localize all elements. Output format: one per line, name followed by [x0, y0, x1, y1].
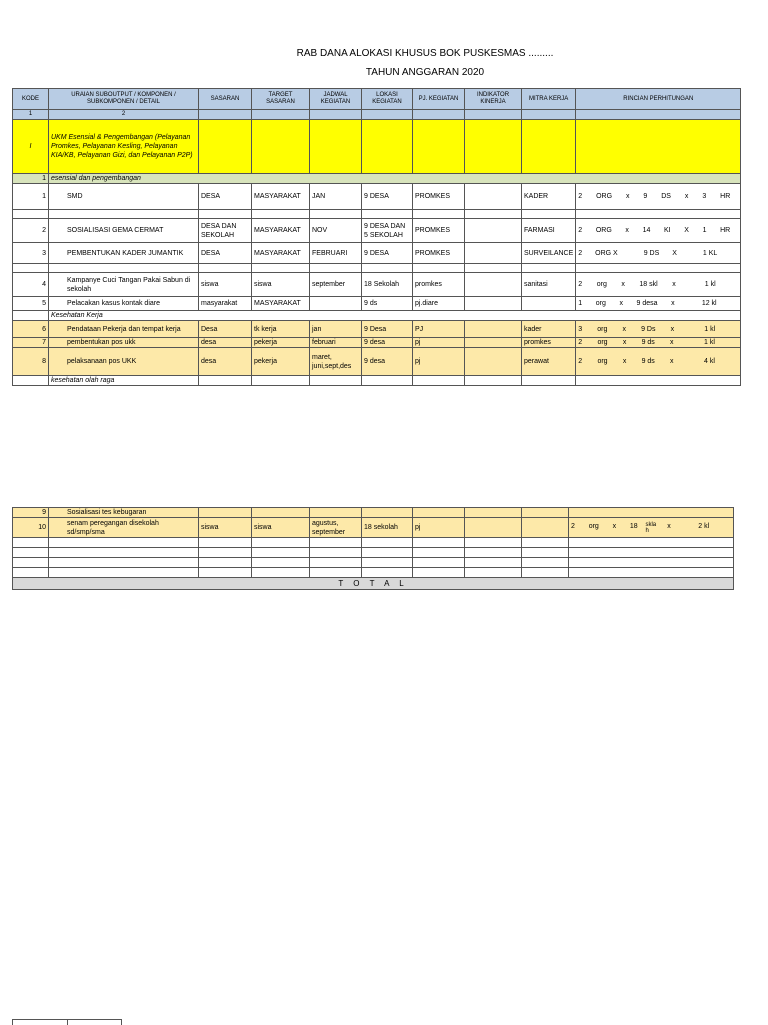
table-row [13, 219, 741, 243]
row-lokasi: 9 Desa [362, 321, 413, 338]
spacer-row [13, 264, 741, 273]
table-row [13, 321, 741, 338]
budget-table-upper [12, 88, 741, 386]
row-lokasi: 9 DESA DAN 5 SEKOLAH [362, 219, 413, 243]
row-target: tk kerja [252, 321, 310, 338]
row-mitra: promkes [522, 338, 576, 348]
rincian-part: skla h [645, 521, 657, 534]
table-row [13, 518, 734, 538]
rincian-part: org [597, 339, 608, 346]
row-jadwal: NOV [310, 219, 362, 243]
row-jadwal [310, 297, 362, 311]
rincian-part: x [622, 358, 627, 365]
rincian-part: x [684, 193, 689, 200]
total-label: T O T A L [13, 578, 734, 590]
rincian-part: 9 Ds [641, 325, 656, 333]
number-cell: 2 [49, 110, 199, 120]
section-row [13, 120, 741, 174]
rincian-part: 9 ds [641, 358, 655, 365]
header-pj: PJ. KEGIATAN [413, 89, 465, 110]
row-lokasi: 18 sekolah [362, 518, 413, 538]
row-uraian: senam peregangan disekolah sd/smp/sma [49, 518, 199, 538]
row-mitra: sanitasi [522, 273, 576, 297]
row-jadwal: agustus, september [310, 518, 362, 538]
row-rincian [576, 243, 741, 264]
rincian-part: 12 kl [701, 300, 717, 307]
rincian-part: x [670, 358, 674, 365]
row-uraian: SMD [49, 184, 199, 210]
row-rincian [569, 508, 734, 518]
rincian-part: 3 [578, 325, 583, 333]
rincian-part: HR [720, 193, 731, 200]
row-uraian: pelaksanaan pos UKK [49, 348, 199, 376]
rincian-part: 2 kl [698, 522, 710, 530]
header-rincian: RINCIAN PERHITUNGAN [576, 89, 741, 110]
row-mitra [522, 518, 569, 538]
rincian-part: 9 DS [643, 249, 660, 257]
row-rincian [576, 219, 741, 243]
rincian-part: DS [661, 193, 671, 200]
row-uraian: pembentukan pos ukk [49, 338, 199, 348]
rincian-part: 1 KL [702, 249, 718, 257]
subsection-text: Kesehatan Kerja [49, 311, 741, 321]
table-row [13, 338, 741, 348]
row-sasaran: desa [199, 348, 252, 376]
rincian-part: 14 [642, 227, 651, 234]
row-mitra: perawat [522, 348, 576, 376]
row-sasaran: DESA DAN SEKOLAH [199, 219, 252, 243]
row-rincian [576, 338, 741, 348]
row-pj: PROMKES [413, 219, 465, 243]
row-number: 3 [13, 243, 49, 264]
row-lokasi: 9 ds [362, 297, 413, 311]
table-row [13, 348, 741, 376]
row-jadwal [310, 508, 362, 518]
next-page-table-edge [12, 1019, 122, 1025]
row-uraian: PEMBENTUKAN KADER JUMANTIK [49, 243, 199, 264]
numbering-row [13, 110, 741, 120]
row-sasaran: DESA [199, 243, 252, 264]
row-mitra: KADER [522, 184, 576, 210]
row-lokasi: 9 DESA [362, 243, 413, 264]
rincian-part: org [595, 300, 606, 307]
row-number: 7 [13, 338, 49, 348]
table-row [13, 508, 734, 518]
header-lokasi: LOKASI KEGIATAN [362, 89, 413, 110]
rincian-part: HR [720, 227, 731, 234]
rincian-part: x [619, 300, 623, 307]
rincian-part: 2 [578, 193, 583, 200]
row-pj: pj [413, 348, 465, 376]
row-sasaran: Desa [199, 321, 252, 338]
number-cell: 1 [13, 110, 49, 120]
row-jadwal: jan [310, 321, 362, 338]
rincian-part: x [672, 281, 676, 288]
rincian-part: x [671, 300, 675, 307]
subsection-row [13, 376, 741, 386]
rincian-part: 2 [578, 339, 583, 346]
rincian-part: x [622, 339, 627, 346]
row-pj: PJ [413, 321, 465, 338]
row-uraian: SOSIALISASI GEMA CERMAT [49, 219, 199, 243]
row-jadwal: JAN [310, 184, 362, 210]
rincian-part: X [672, 249, 677, 257]
row-indikator [465, 348, 522, 376]
row-number: 2 [13, 219, 49, 243]
row-lokasi: 9 DESA [362, 184, 413, 210]
row-rincian [576, 321, 741, 338]
row-rincian [576, 297, 741, 311]
rincian-part: 1 [702, 227, 707, 234]
rincian-part: ORG X [595, 249, 618, 257]
row-sasaran: desa [199, 338, 252, 348]
row-target: MASYARAKAT [252, 243, 310, 264]
row-pj [413, 508, 465, 518]
row-pj: pj [413, 338, 465, 348]
row-pj: pj.diare [413, 297, 465, 311]
row-rincian [576, 273, 741, 297]
rincian-part: 18 skl [639, 281, 658, 288]
empty-row [13, 568, 734, 578]
row-target [252, 508, 310, 518]
rincian-part: 2 [571, 522, 575, 530]
rincian-part: 4 kl [704, 358, 715, 365]
header-sasaran: SASARAN [199, 89, 252, 110]
row-jadwal: FEBRUARI [310, 243, 362, 264]
rincian-part: x [621, 281, 625, 288]
row-sasaran: siswa [199, 273, 252, 297]
row-indikator [465, 338, 522, 348]
row-uraian: Sosialisasi tes kebugaran [49, 508, 199, 518]
subsection-text: kesehatan olah raga [49, 376, 199, 386]
row-number: 10 [13, 518, 49, 538]
row-lokasi: 9 desa [362, 338, 413, 348]
row-pj: promkes [413, 273, 465, 297]
table-row [13, 184, 741, 210]
section-code: I [13, 120, 49, 174]
empty-row [13, 558, 734, 568]
header-uraian: URAIAN SUBOUTPUT / KOMPONEN / SUBKOMPONEN / DETAIL [49, 89, 199, 110]
subsection-code: 1 [13, 174, 49, 184]
row-mitra: SURVEILANCE [522, 243, 576, 264]
header-mitra: MITRA KERJA [522, 89, 576, 110]
row-rincian [569, 518, 734, 538]
row-target: MASYARAKAT [252, 184, 310, 210]
rincian-part: 2 [578, 281, 583, 288]
rincian-part: 2 [578, 249, 583, 257]
subsection-text: esensial dan pengembangan [49, 174, 741, 184]
empty-row [13, 538, 734, 548]
rincian-part: 1 kl [704, 325, 716, 333]
subsection-row [13, 311, 741, 321]
rincian-part: 2 [578, 227, 583, 234]
row-jadwal: september [310, 273, 362, 297]
total-row [13, 578, 734, 590]
row-target: MASYARAKAT [252, 297, 310, 311]
row-pj: PROMKES [413, 243, 465, 264]
row-indikator [465, 297, 522, 311]
row-number: 6 [13, 321, 49, 338]
rincian-part: x [667, 522, 671, 530]
row-pj: pj [413, 518, 465, 538]
row-indikator [465, 184, 522, 210]
rincian-part: 9 desa [636, 300, 658, 307]
rincian-part: x [625, 193, 630, 200]
row-sasaran [199, 508, 252, 518]
rincian-part: 3 [702, 193, 707, 200]
document-year: TAHUN ANGGARAN 2020 [365, 67, 485, 78]
row-indikator [465, 273, 522, 297]
row-rincian [576, 348, 741, 376]
row-number: 4 [13, 273, 49, 297]
rincian-part: 9 ds [641, 339, 655, 346]
rincian-part: x [622, 325, 626, 333]
rincian-part: x [612, 522, 617, 530]
table-row [13, 273, 741, 297]
rincian-part: 1 kl [704, 339, 715, 346]
row-mitra [522, 508, 569, 518]
row-target: pekerja [252, 348, 310, 376]
table-row [13, 243, 741, 264]
section-text: UKM Esensial & Pengembangan (Pelayanan Promkes, Pelayanan Kesling, Pelayanan KIA/KB, Pelayanan Gizi, dan Pelayanan P2P) [49, 120, 199, 174]
row-sasaran: masyarakat [199, 297, 252, 311]
rincian-part: 18 [629, 522, 638, 530]
header-jadwal: JADWAL KEGIATAN [310, 89, 362, 110]
rincian-part: ORG [595, 227, 612, 234]
header-target: TARGET SASARAN [252, 89, 310, 110]
rincian-part: 1 [578, 300, 583, 307]
row-indikator [465, 518, 522, 538]
row-number: 9 [13, 508, 49, 518]
row-jadwal: maret, juni,sept,des [310, 348, 362, 376]
rincian-part: org [588, 522, 599, 530]
rincian-part: KI [664, 227, 671, 234]
row-rincian [576, 184, 741, 210]
row-target: MASYARAKAT [252, 219, 310, 243]
row-mitra: FARMASI [522, 219, 576, 243]
budget-table-lower [12, 507, 734, 590]
row-target: pekerja [252, 338, 310, 348]
row-number: 8 [13, 348, 49, 376]
row-target: siswa [252, 273, 310, 297]
header-indikator: INDIKATOR KINERJA [465, 89, 522, 110]
row-sasaran: DESA [199, 184, 252, 210]
rincian-part: org [597, 325, 608, 333]
header-kode: KODE [13, 89, 49, 110]
row-number: 5 [13, 297, 49, 311]
empty-row [13, 548, 734, 558]
rincian-part: X [684, 227, 689, 234]
rincian-part: org [597, 358, 608, 365]
document-title: RAB DANA ALOKASI KHUSUS BOK PUSKESMAS ......... [296, 48, 554, 59]
row-indikator [465, 243, 522, 264]
subsection-row [13, 174, 741, 184]
row-mitra [522, 297, 576, 311]
row-target: siswa [252, 518, 310, 538]
rincian-part: 2 [578, 358, 583, 365]
row-lokasi: 18 Sekolah [362, 273, 413, 297]
row-uraian: Pelacakan kasus kontak diare [49, 297, 199, 311]
row-uraian: Pendataan Pekerja dan tempat kerja [49, 321, 199, 338]
rincian-part: ORG [596, 193, 613, 200]
rincian-part: x [670, 339, 674, 346]
row-mitra: kader [522, 321, 576, 338]
rincian-part: org [596, 281, 607, 288]
row-indikator [465, 508, 522, 518]
spacer-row [13, 210, 741, 219]
rincian-part: x [625, 227, 629, 234]
header-row [13, 89, 741, 110]
rincian-part: 1 kl [704, 281, 716, 288]
table-row [13, 297, 741, 311]
row-pj: PROMKES [413, 184, 465, 210]
row-sasaran: siswa [199, 518, 252, 538]
row-lokasi: 9 desa [362, 348, 413, 376]
row-jadwal: februari [310, 338, 362, 348]
row-indikator [465, 321, 522, 338]
rincian-part: x [670, 325, 675, 333]
rincian-part: 9 [643, 193, 648, 200]
row-number: 1 [13, 184, 49, 210]
row-uraian: Kampanye Cuci Tangan Pakai Sabun di sekolah [49, 273, 199, 297]
row-lokasi [362, 508, 413, 518]
row-indikator [465, 219, 522, 243]
